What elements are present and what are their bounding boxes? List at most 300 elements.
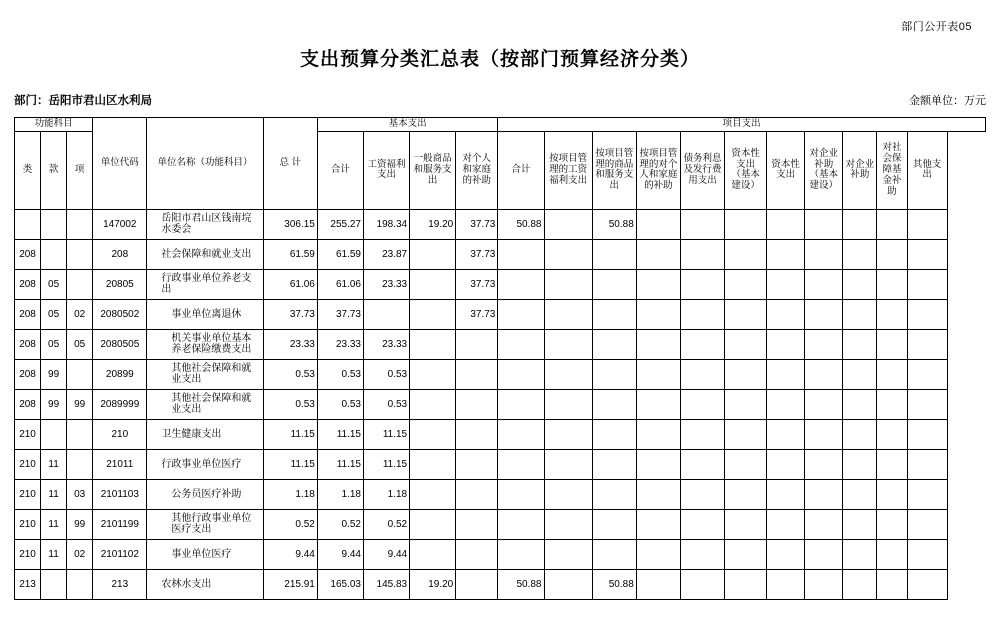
header-basic-col-3: 对个人和家庭的补助 (456, 131, 498, 209)
cell-project-9 (877, 539, 907, 569)
cell-project-1 (544, 449, 592, 479)
cell-project-0: 50.88 (498, 209, 544, 239)
cell-lei: 208 (15, 389, 41, 419)
cell-basic-0: 0.53 (317, 359, 363, 389)
cell-unit-name: 行政事业单位养老支出 (147, 269, 263, 299)
meta-row (14, 92, 986, 108)
cell-basic-3 (456, 479, 498, 509)
cell-project-3 (636, 299, 680, 329)
cell-lei: 213 (15, 569, 41, 599)
cell-basic-1: 145.83 (364, 569, 410, 599)
cell-project-8 (843, 299, 877, 329)
cell-project-6 (767, 419, 805, 449)
cell-unit-name: 事业单位离退休 (147, 299, 263, 329)
cell-total: 9.44 (263, 539, 317, 569)
cell-total: 0.53 (263, 389, 317, 419)
cell-project-5 (725, 209, 767, 239)
cell-basic-2 (410, 419, 456, 449)
cell-project-4 (680, 569, 724, 599)
cell-total: 1.18 (263, 479, 317, 509)
cell-basic-3 (456, 329, 498, 359)
cell-project-2 (592, 329, 636, 359)
cell-project-8 (843, 269, 877, 299)
header-project-col-7: 对企业补助（基本建设） (805, 131, 843, 209)
cell-kuan (41, 419, 67, 449)
header-basic-col-1: 工资福利支出 (364, 131, 410, 209)
cell-project-2 (592, 359, 636, 389)
cell-basic-0: 61.59 (317, 239, 363, 269)
cell-basic-3 (456, 539, 498, 569)
cell-project-10 (907, 299, 947, 329)
cell-total: 0.52 (263, 509, 317, 539)
cell-project-9 (877, 569, 907, 599)
table-row (15, 329, 986, 359)
cell-basic-2: 19.20 (410, 569, 456, 599)
cell-lei: 210 (15, 419, 41, 449)
cell-basic-0: 1.18 (317, 479, 363, 509)
cell-basic-1: 0.53 (364, 359, 410, 389)
cell-project-10 (907, 539, 947, 569)
cell-basic-2 (410, 539, 456, 569)
cell-basic-3: 37.73 (456, 209, 498, 239)
cell-project-4 (680, 239, 724, 269)
cell-unit-code: 2080505 (93, 329, 147, 359)
cell-project-4 (680, 389, 724, 419)
cell-project-10 (907, 359, 947, 389)
cell-kuan (41, 239, 67, 269)
table-row (15, 479, 986, 509)
cell-basic-3: 37.73 (456, 299, 498, 329)
cell-basic-0: 0.52 (317, 509, 363, 539)
cell-unit-code: 2101199 (93, 509, 147, 539)
cell-lei: 210 (15, 449, 41, 479)
cell-project-3 (636, 569, 680, 599)
cell-project-4 (680, 209, 724, 239)
header-basic-col-0: 合计 (317, 131, 363, 209)
cell-total: 215.91 (263, 569, 317, 599)
cell-project-8 (843, 509, 877, 539)
cell-project-9 (877, 269, 907, 299)
cell-unit-code: 208 (93, 239, 147, 269)
cell-xiang: 03 (67, 479, 93, 509)
cell-xiang (67, 359, 93, 389)
cell-project-3 (636, 389, 680, 419)
header-project-col-2: 按项目管理的商品和服务支出 (592, 131, 636, 209)
cell-project-8 (843, 449, 877, 479)
cell-project-1 (544, 539, 592, 569)
cell-kuan: 05 (41, 299, 67, 329)
cell-project-1 (544, 389, 592, 419)
cell-basic-0: 11.15 (317, 449, 363, 479)
cell-basic-3 (456, 389, 498, 419)
cell-project-7 (805, 509, 843, 539)
cell-project-7 (805, 569, 843, 599)
cell-project-6 (767, 389, 805, 419)
table-row (15, 509, 986, 539)
cell-unit-name: 事业单位医疗 (147, 539, 263, 569)
cell-project-9 (877, 419, 907, 449)
cell-project-10 (907, 479, 947, 509)
header-unit-code: 单位代码 (93, 118, 147, 210)
header-project-col-9: 对社会保障基金补助 (877, 131, 907, 209)
cell-basic-2 (410, 449, 456, 479)
cell-project-1 (544, 329, 592, 359)
cell-project-5 (725, 269, 767, 299)
cell-xiang: 99 (67, 389, 93, 419)
cell-project-5 (725, 359, 767, 389)
cell-project-8 (843, 209, 877, 239)
cell-project-7 (805, 269, 843, 299)
header-basic-col-2: 一般商品和服务支出 (410, 131, 456, 209)
cell-lei: 208 (15, 269, 41, 299)
cell-project-7 (805, 299, 843, 329)
table-row (15, 269, 986, 299)
cell-basic-2: 19.20 (410, 209, 456, 239)
cell-basic-2 (410, 329, 456, 359)
cell-project-8 (843, 359, 877, 389)
department-label: 部门：岳阳市君山区水利局 (14, 95, 152, 107)
table-row (15, 209, 986, 239)
table-body (15, 209, 986, 599)
cell-basic-3 (456, 449, 498, 479)
cell-project-8 (843, 539, 877, 569)
cell-unit-name: 公务员医疗补助 (147, 479, 263, 509)
cell-project-10 (907, 329, 947, 359)
header-unit-name: 单位名称（功能科目） (147, 118, 263, 210)
cell-project-5 (725, 329, 767, 359)
cell-basic-2 (410, 359, 456, 389)
cell-project-9 (877, 509, 907, 539)
cell-basic-0: 11.15 (317, 419, 363, 449)
cell-project-4 (680, 509, 724, 539)
cell-project-2: 50.88 (592, 569, 636, 599)
cell-basic-3: 37.73 (456, 269, 498, 299)
cell-project-7 (805, 479, 843, 509)
header-project-col-8: 对企业补助 (843, 131, 877, 209)
cell-basic-1 (364, 299, 410, 329)
cell-project-7 (805, 209, 843, 239)
cell-xiang (67, 449, 93, 479)
table-row (15, 389, 986, 419)
cell-project-1 (544, 569, 592, 599)
cell-project-6 (767, 569, 805, 599)
cell-project-9 (877, 329, 907, 359)
cell-basic-2 (410, 239, 456, 269)
cell-project-3 (636, 539, 680, 569)
cell-lei: 210 (15, 539, 41, 569)
cell-project-7 (805, 419, 843, 449)
cell-project-6 (767, 539, 805, 569)
cell-unit-name: 社会保障和就业支出 (147, 239, 263, 269)
cell-unit-name: 卫生健康支出 (147, 419, 263, 449)
cell-xiang (67, 269, 93, 299)
cell-project-4 (680, 359, 724, 389)
cell-total: 11.15 (263, 419, 317, 449)
cell-unit-code: 213 (93, 569, 147, 599)
cell-basic-0: 23.33 (317, 329, 363, 359)
cell-unit-code: 147002 (93, 209, 147, 239)
header-project-col-4: 债务利息及发行费用支出 (680, 131, 724, 209)
cell-project-3 (636, 419, 680, 449)
cell-basic-1: 23.33 (364, 329, 410, 359)
cell-project-10 (907, 389, 947, 419)
cell-project-6 (767, 299, 805, 329)
cell-project-6 (767, 329, 805, 359)
cell-project-2: 50.88 (592, 209, 636, 239)
cell-lei (15, 209, 41, 239)
cell-basic-2 (410, 389, 456, 419)
cell-project-0: 50.88 (498, 569, 544, 599)
cell-basic-3 (456, 569, 498, 599)
cell-project-10 (907, 239, 947, 269)
cell-project-8 (843, 419, 877, 449)
table-header (15, 118, 986, 210)
cell-project-1 (544, 299, 592, 329)
cell-xiang (67, 569, 93, 599)
cell-total: 23.33 (263, 329, 317, 359)
cell-basic-0: 37.73 (317, 299, 363, 329)
cell-project-0 (498, 299, 544, 329)
cell-project-2 (592, 299, 636, 329)
cell-project-2 (592, 389, 636, 419)
cell-xiang: 05 (67, 329, 93, 359)
cell-project-2 (592, 269, 636, 299)
table-row (15, 569, 986, 599)
cell-project-3 (636, 209, 680, 239)
cell-project-0 (498, 329, 544, 359)
cell-total: 61.59 (263, 239, 317, 269)
cell-kuan: 11 (41, 449, 67, 479)
header-xiang: 项 (67, 131, 93, 209)
cell-project-4 (680, 299, 724, 329)
cell-project-2 (592, 419, 636, 449)
cell-project-9 (877, 239, 907, 269)
cell-unit-name: 其他社会保障和就业支出 (147, 359, 263, 389)
cell-project-1 (544, 209, 592, 239)
cell-project-8 (843, 569, 877, 599)
header-project-col-3: 按项目管理的对个人和家庭的补助 (636, 131, 680, 209)
cell-project-6 (767, 449, 805, 479)
cell-project-0 (498, 359, 544, 389)
cell-project-0 (498, 419, 544, 449)
cell-basic-1: 1.18 (364, 479, 410, 509)
cell-unit-name: 其他社会保障和就业支出 (147, 389, 263, 419)
cell-project-1 (544, 269, 592, 299)
cell-basic-2 (410, 479, 456, 509)
cell-basic-2 (410, 509, 456, 539)
cell-total: 61.06 (263, 269, 317, 299)
cell-project-8 (843, 479, 877, 509)
cell-project-9 (877, 299, 907, 329)
cell-project-3 (636, 509, 680, 539)
cell-basic-1: 198.34 (364, 209, 410, 239)
cell-kuan: 11 (41, 479, 67, 509)
header-basic-expenditure: 基本支出 (317, 118, 498, 132)
cell-lei: 208 (15, 239, 41, 269)
table-row (15, 449, 986, 479)
cell-project-0 (498, 389, 544, 419)
cell-project-1 (544, 359, 592, 389)
cell-basic-0: 9.44 (317, 539, 363, 569)
cell-project-5 (725, 569, 767, 599)
cell-project-1 (544, 419, 592, 449)
cell-project-4 (680, 479, 724, 509)
cell-total: 37.73 (263, 299, 317, 329)
cell-kuan (41, 209, 67, 239)
cell-basic-0: 61.06 (317, 269, 363, 299)
cell-unit-name: 行政事业单位医疗 (147, 449, 263, 479)
cell-project-0 (498, 509, 544, 539)
header-project-col-5: 资本性支出（基本建设） (725, 131, 767, 209)
cell-project-7 (805, 389, 843, 419)
cell-project-7 (805, 539, 843, 569)
header-project-expenditure: 项目支出 (498, 118, 986, 132)
cell-lei: 210 (15, 509, 41, 539)
cell-project-8 (843, 329, 877, 359)
cell-basic-0: 255.27 (317, 209, 363, 239)
cell-basic-0: 165.03 (317, 569, 363, 599)
cell-lei: 210 (15, 479, 41, 509)
table-row (15, 299, 986, 329)
cell-xiang (67, 209, 93, 239)
cell-project-2 (592, 479, 636, 509)
cell-project-0 (498, 269, 544, 299)
cell-basic-1: 0.53 (364, 389, 410, 419)
cell-project-5 (725, 299, 767, 329)
cell-project-6 (767, 479, 805, 509)
cell-unit-code: 20805 (93, 269, 147, 299)
cell-unit-code: 2089999 (93, 389, 147, 419)
cell-kuan: 05 (41, 329, 67, 359)
cell-unit-code: 2101102 (93, 539, 147, 569)
cell-unit-code: 210 (93, 419, 147, 449)
cell-xiang (67, 419, 93, 449)
cell-unit-name: 岳阳市君山区钱南垸水委会 (147, 209, 263, 239)
cell-basic-2 (410, 269, 456, 299)
cell-project-4 (680, 449, 724, 479)
cell-project-3 (636, 449, 680, 479)
cell-xiang: 99 (67, 509, 93, 539)
cell-project-3 (636, 359, 680, 389)
cell-project-6 (767, 509, 805, 539)
cell-unit-code: 20899 (93, 359, 147, 389)
budget-table (14, 117, 986, 600)
cell-project-10 (907, 509, 947, 539)
cell-kuan: 99 (41, 389, 67, 419)
cell-project-5 (725, 479, 767, 509)
cell-kuan (41, 569, 67, 599)
cell-project-5 (725, 449, 767, 479)
cell-project-10 (907, 419, 947, 449)
cell-project-1 (544, 479, 592, 509)
cell-project-10 (907, 209, 947, 239)
table-row (15, 419, 986, 449)
cell-project-3 (636, 269, 680, 299)
cell-project-9 (877, 359, 907, 389)
cell-project-2 (592, 449, 636, 479)
cell-unit-code: 2101103 (93, 479, 147, 509)
header-kuan: 款 (41, 131, 67, 209)
cell-project-9 (877, 209, 907, 239)
cell-project-3 (636, 329, 680, 359)
cell-project-5 (725, 539, 767, 569)
cell-project-8 (843, 389, 877, 419)
form-number-note: 部门公开表05 (901, 21, 972, 33)
cell-xiang (67, 239, 93, 269)
cell-project-7 (805, 449, 843, 479)
cell-total: 306.15 (263, 209, 317, 239)
page-title: 支出预算分类汇总表（按部门预算经济分类） (299, 48, 700, 70)
cell-basic-1: 23.33 (364, 269, 410, 299)
cell-project-6 (767, 269, 805, 299)
cell-project-7 (805, 329, 843, 359)
cell-project-0 (498, 479, 544, 509)
cell-project-10 (907, 269, 947, 299)
cell-project-4 (680, 269, 724, 299)
cell-project-2 (592, 239, 636, 269)
cell-project-0 (498, 539, 544, 569)
cell-project-6 (767, 209, 805, 239)
header-row-1 (15, 118, 986, 132)
cell-xiang: 02 (67, 299, 93, 329)
cell-project-10 (907, 569, 947, 599)
cell-lei: 208 (15, 329, 41, 359)
cell-unit-code: 2080502 (93, 299, 147, 329)
cell-project-4 (680, 329, 724, 359)
cell-project-3 (636, 239, 680, 269)
cell-lei: 208 (15, 359, 41, 389)
cell-project-5 (725, 389, 767, 419)
table-row (15, 239, 986, 269)
cell-kuan: 99 (41, 359, 67, 389)
cell-project-5 (725, 419, 767, 449)
table-row (15, 359, 986, 389)
cell-project-2 (592, 539, 636, 569)
cell-basic-1: 0.52 (364, 509, 410, 539)
header-total: 总 计 (263, 118, 317, 210)
header-lei: 类 (15, 131, 41, 209)
cell-project-9 (877, 479, 907, 509)
cell-xiang: 02 (67, 539, 93, 569)
header-project-col-0: 合计 (498, 131, 544, 209)
cell-project-3 (636, 479, 680, 509)
cell-kuan: 05 (41, 269, 67, 299)
cell-project-5 (725, 239, 767, 269)
cell-total: 11.15 (263, 449, 317, 479)
table-row (15, 539, 986, 569)
header-project-col-6: 资本性支出 (767, 131, 805, 209)
cell-basic-1: 23.87 (364, 239, 410, 269)
cell-unit-name: 机关事业单位基本养老保险缴费支出 (147, 329, 263, 359)
cell-unit-code: 21011 (93, 449, 147, 479)
cell-basic-0: 0.53 (317, 389, 363, 419)
cell-unit-name: 其他行政事业单位医疗支出 (147, 509, 263, 539)
header-func-subject: 功能科目 (15, 118, 93, 132)
cell-kuan: 11 (41, 539, 67, 569)
cell-project-0 (498, 239, 544, 269)
cell-unit-name: 农林水支出 (147, 569, 263, 599)
cell-kuan: 11 (41, 509, 67, 539)
cell-project-6 (767, 359, 805, 389)
cell-project-1 (544, 509, 592, 539)
cell-project-1 (544, 239, 592, 269)
cell-project-9 (877, 389, 907, 419)
cell-project-0 (498, 449, 544, 479)
currency-unit-label: 金额单位：万元 (909, 95, 986, 107)
cell-total: 0.53 (263, 359, 317, 389)
cell-project-4 (680, 539, 724, 569)
cell-basic-2 (410, 299, 456, 329)
